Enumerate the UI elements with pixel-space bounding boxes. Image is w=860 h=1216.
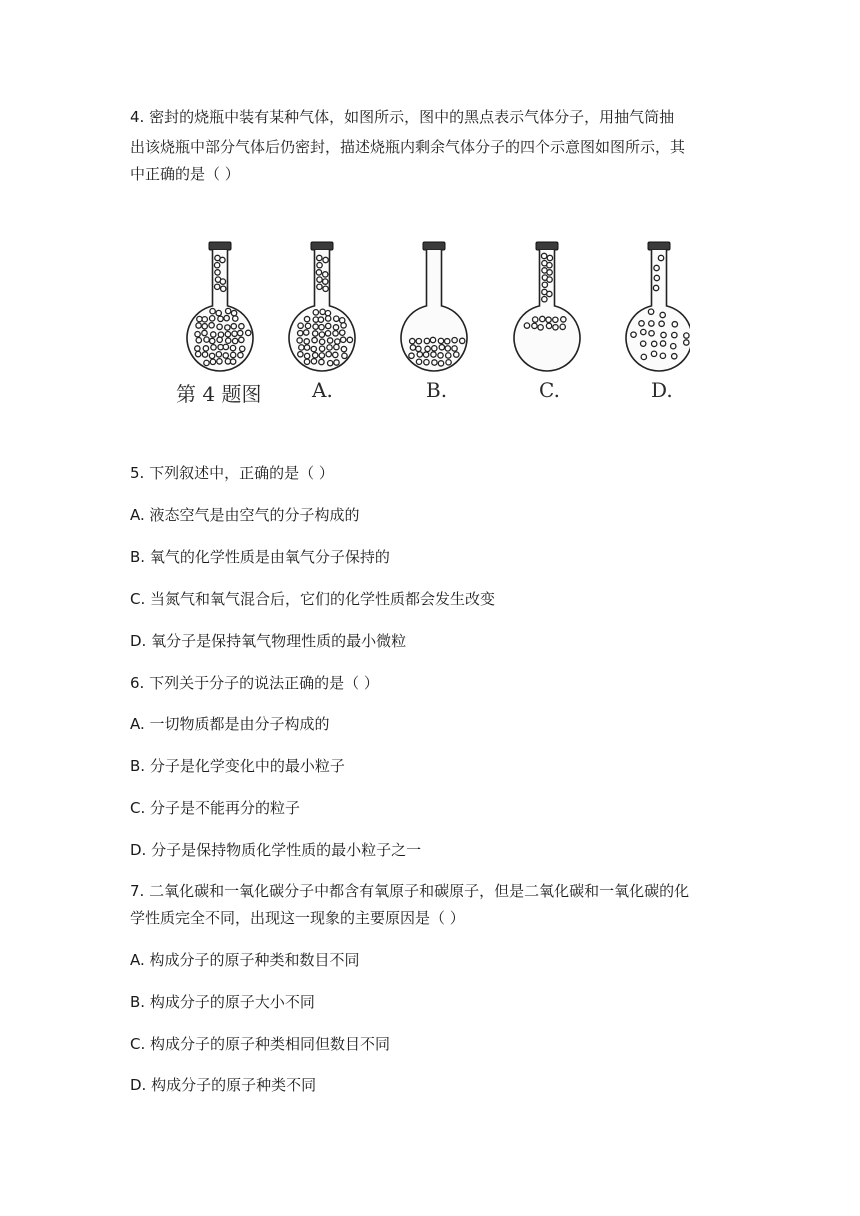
gas-molecule [304, 339, 309, 344]
gas-molecule [319, 339, 324, 344]
gas-molecule [319, 325, 324, 330]
gas-molecule [317, 277, 322, 282]
gas-molecule [438, 361, 443, 366]
q6-option-a: A. 一切物质都是由分子构成的 [130, 715, 330, 733]
gas-molecule [313, 310, 318, 315]
q6-option-c: C. 分子是不能再分的粒子 [130, 799, 301, 817]
gas-molecule [660, 353, 665, 358]
gas-molecule [452, 346, 457, 351]
gas-molecule [204, 360, 209, 365]
option-d-label: D. [651, 378, 673, 402]
q5-option-b: B. 氧气的化学性质是由氧气分子保持的 [130, 548, 390, 566]
gas-molecule [209, 353, 214, 358]
gas-molecule [454, 352, 459, 357]
gas-molecule [432, 346, 437, 351]
gas-molecule [305, 323, 310, 328]
gas-molecule [540, 316, 545, 321]
stopper-cap [648, 242, 670, 250]
q5-option-c: C. 当氮气和氧气混合后，它们的化学性质都会发生改变 [130, 590, 496, 608]
gas-molecule [317, 255, 322, 260]
q6-option-b: B. 分子是化学变化中的最小粒子 [130, 757, 345, 775]
gas-molecule [220, 257, 225, 262]
gas-molecule [446, 360, 451, 365]
gas-molecule [333, 331, 338, 336]
gas-molecule [202, 317, 207, 322]
gas-molecule [439, 345, 444, 350]
gas-molecule [319, 332, 324, 337]
gas-molecule [197, 316, 202, 321]
stopper-cap [536, 242, 558, 250]
flask-d [626, 242, 690, 371]
q6-option-d: D. 分子是保持物质化学性质的最小粒子之一 [130, 841, 422, 859]
flask-original [187, 242, 253, 371]
gas-molecule [340, 330, 345, 335]
gas-molecule [347, 337, 352, 342]
gas-molecule [327, 360, 332, 365]
gas-molecule [432, 360, 437, 365]
flask-outline [514, 250, 580, 371]
gas-molecule [325, 323, 330, 328]
gas-molecule [327, 345, 332, 350]
q4-stem-line3: 中正确的是（ ） [130, 165, 240, 183]
gas-molecule [327, 338, 332, 343]
gas-molecule [452, 337, 457, 342]
gas-molecule [230, 352, 235, 357]
gas-molecule [202, 330, 207, 335]
gas-molecule [416, 338, 421, 343]
gas-molecule [312, 337, 317, 342]
q7-option-a: A. 构成分子的原子种类和数目不同 [130, 951, 360, 969]
gas-molecule [430, 337, 435, 342]
gas-molecule [209, 323, 214, 328]
gas-molecule [639, 321, 644, 326]
gas-molecule [221, 286, 226, 291]
gas-molecule [210, 359, 215, 364]
gas-molecule [195, 346, 200, 351]
gas-molecule [654, 265, 659, 270]
gas-molecule [425, 346, 430, 351]
gas-molecule [672, 332, 677, 337]
gas-molecule [431, 352, 436, 357]
gas-molecule [658, 255, 663, 260]
gas-molecule [660, 312, 665, 317]
gas-molecule [684, 333, 689, 338]
flask-a [289, 242, 355, 371]
gas-molecule [547, 263, 552, 268]
gas-molecule [223, 344, 228, 349]
gas-molecule [323, 257, 328, 262]
flask-diagram [170, 232, 690, 372]
gas-molecule [424, 338, 429, 343]
gas-molecule [195, 332, 200, 337]
gas-molecule [216, 310, 221, 315]
gas-molecule [225, 332, 230, 337]
gas-molecule [423, 352, 428, 357]
gas-molecule [225, 308, 230, 313]
gas-molecule [438, 338, 443, 343]
gas-molecule [640, 341, 645, 346]
gas-molecule [319, 353, 324, 358]
gas-molecule [553, 325, 558, 330]
gas-molecule [445, 346, 450, 351]
q4-stem-line1: 4. 密封的烧瓶中装有某种气体，如图所示，图中的黑点表示气体分子，用抽气筒抽 [130, 108, 675, 126]
gas-molecule [319, 346, 324, 351]
gas-molecule [546, 323, 551, 328]
gas-molecule [417, 352, 422, 357]
gas-molecule [410, 338, 415, 343]
gas-molecule [215, 270, 220, 275]
gas-molecule [648, 309, 653, 314]
gas-molecule [326, 351, 331, 356]
gas-molecule [561, 317, 566, 322]
figure-caption: 第 4 题图 [176, 382, 262, 406]
gas-molecule [325, 331, 330, 336]
gas-molecule [641, 329, 646, 334]
gas-molecule [410, 345, 415, 350]
gas-molecule [416, 359, 421, 364]
gas-molecule [560, 324, 565, 329]
gas-molecule [304, 345, 309, 350]
gas-molecule [672, 354, 677, 359]
gas-molecule [298, 323, 303, 328]
gas-molecule [659, 321, 664, 326]
gas-molecule [304, 353, 309, 358]
gas-molecule [220, 279, 225, 284]
q7-option-b: B. 构成分子的原子大小不同 [130, 993, 315, 1011]
gas-molecule [223, 353, 228, 358]
gas-molecule [196, 338, 201, 343]
gas-molecule [318, 317, 323, 322]
gas-molecule [445, 339, 450, 344]
option-b-label: B. [426, 378, 448, 402]
q7-option-d: D. 构成分子的原子种类不同 [130, 1076, 317, 1094]
gas-molecule [653, 285, 658, 290]
gas-molecule [340, 337, 345, 342]
gas-molecule [672, 322, 677, 327]
gas-molecule [409, 353, 414, 358]
q7-stem-line2: 学性质完全不同，出现这一现象的主要原因是（ ） [130, 909, 465, 927]
gas-molecule [224, 315, 229, 320]
gas-molecule [320, 309, 325, 314]
gas-molecule [239, 337, 244, 342]
gas-molecule [641, 354, 646, 359]
gas-molecule [210, 338, 215, 343]
gas-molecule [541, 253, 546, 258]
gas-molecule [342, 353, 347, 358]
gas-molecule [547, 255, 552, 260]
gas-molecule [311, 346, 316, 351]
gas-molecule [214, 284, 219, 289]
gas-molecule [553, 317, 558, 322]
gas-molecule [649, 331, 654, 336]
option-c-label: C. [539, 378, 560, 402]
q5-option-d: D. 氧分子是保持氧气物理性质的最小微粒 [130, 632, 407, 650]
gas-molecule [211, 332, 216, 337]
gas-molecule [226, 338, 231, 343]
gas-molecule [684, 340, 689, 345]
gas-molecule [313, 353, 318, 358]
gas-molecule [211, 345, 216, 350]
gas-molecule [546, 317, 551, 322]
q6-stem: 6. 下列关于分子的说法正确的是（ ） [130, 674, 379, 692]
gas-molecule [230, 359, 235, 364]
gas-molecule [232, 338, 237, 343]
gas-molecule [304, 316, 309, 321]
gas-molecule [547, 291, 552, 296]
gas-molecule [209, 316, 214, 321]
gas-molecule [316, 270, 321, 275]
stopper-cap [209, 242, 231, 250]
flask-b [401, 242, 467, 371]
gas-molecule [196, 323, 201, 328]
gas-molecule [313, 331, 318, 336]
gas-molecule [298, 330, 303, 335]
gas-molecule [333, 325, 338, 330]
gas-molecule [547, 277, 552, 282]
gas-molecule [216, 352, 221, 357]
stopper-cap [423, 242, 445, 250]
gas-molecule [231, 310, 236, 315]
gas-molecule [217, 337, 222, 342]
gas-molecule [542, 297, 547, 302]
gas-molecule [325, 316, 330, 321]
gas-molecule [246, 330, 251, 335]
gas-molecule [660, 341, 665, 346]
gas-molecule [233, 316, 238, 321]
gas-molecule [214, 263, 219, 268]
gas-molecule [218, 316, 223, 321]
gas-molecule [547, 270, 552, 275]
gas-molecule [319, 359, 324, 364]
gas-molecule [210, 308, 215, 313]
gas-molecule [304, 359, 309, 364]
gas-molecule [313, 324, 318, 329]
gas-molecule [335, 339, 340, 344]
gas-molecule [446, 353, 451, 358]
gas-molecule [651, 341, 656, 346]
gas-molecule [297, 338, 302, 343]
gas-molecule [239, 324, 244, 329]
gas-molecule [438, 353, 443, 358]
gas-molecule [304, 330, 309, 335]
gas-molecule [238, 352, 243, 357]
gas-molecule [524, 323, 529, 328]
gas-molecule [238, 330, 243, 335]
gas-molecule [649, 321, 654, 326]
q4-stem-line2: 出该烧瓶中部分气体后仍密封，描述烧瓶内剩余气体分子的四个示意图如图所示，其 [130, 138, 686, 156]
gas-molecule [298, 352, 303, 357]
gas-molecule [323, 272, 328, 277]
gas-molecule [311, 359, 316, 364]
stopper-cap [311, 242, 333, 250]
gas-molecule [538, 325, 543, 330]
gas-molecule [323, 286, 328, 291]
gas-molecule [217, 359, 222, 364]
gas-molecule [230, 345, 235, 350]
gas-molecule [334, 316, 339, 321]
gas-molecule [533, 317, 538, 322]
q7-stem-line1: 7. 二氧化碳和一氧化碳分子中都含有氧原子和碳原子，但是二氧化碳和一氧化碳的化 [130, 882, 690, 900]
gas-molecule [232, 331, 237, 336]
gas-molecule [333, 352, 338, 357]
gas-molecule [240, 346, 245, 351]
gas-molecule [416, 346, 421, 351]
gas-molecule [654, 275, 659, 280]
flask-figure [170, 232, 690, 410]
gas-molecule [317, 284, 322, 289]
gas-molecule [203, 346, 208, 351]
gas-molecule [341, 323, 346, 328]
gas-molecule [202, 324, 207, 329]
q5-stem: 5. 下列叙述中，正确的是（ ） [130, 464, 334, 482]
gas-molecule [325, 310, 330, 315]
flask-c [514, 242, 580, 371]
gas-molecule [334, 360, 339, 365]
gas-molecule [631, 332, 636, 337]
gas-molecule [661, 332, 666, 337]
gas-molecule [532, 323, 537, 328]
gas-molecule [334, 344, 339, 349]
gas-molecule [195, 351, 200, 356]
gas-molecule [460, 338, 465, 343]
gas-molecule [202, 352, 207, 357]
gas-molecule [651, 351, 656, 356]
gas-molecule [299, 345, 304, 350]
gas-molecule [341, 346, 346, 351]
gas-molecule [231, 324, 236, 329]
gas-molecule [323, 279, 328, 284]
gas-molecule [424, 360, 429, 365]
option-a-label: A. [312, 378, 333, 402]
gas-molecule [225, 325, 230, 330]
gas-molecule [671, 343, 676, 348]
q7-option-c: C. 构成分子的原子种类相同但数目不同 [130, 1035, 391, 1053]
gas-molecule [317, 263, 322, 268]
gas-molecule [217, 324, 222, 329]
gas-molecule [204, 337, 209, 342]
q5-option-a: A. 液态空气是由空气的分子构成的 [130, 506, 360, 524]
gas-molecule [542, 282, 547, 287]
